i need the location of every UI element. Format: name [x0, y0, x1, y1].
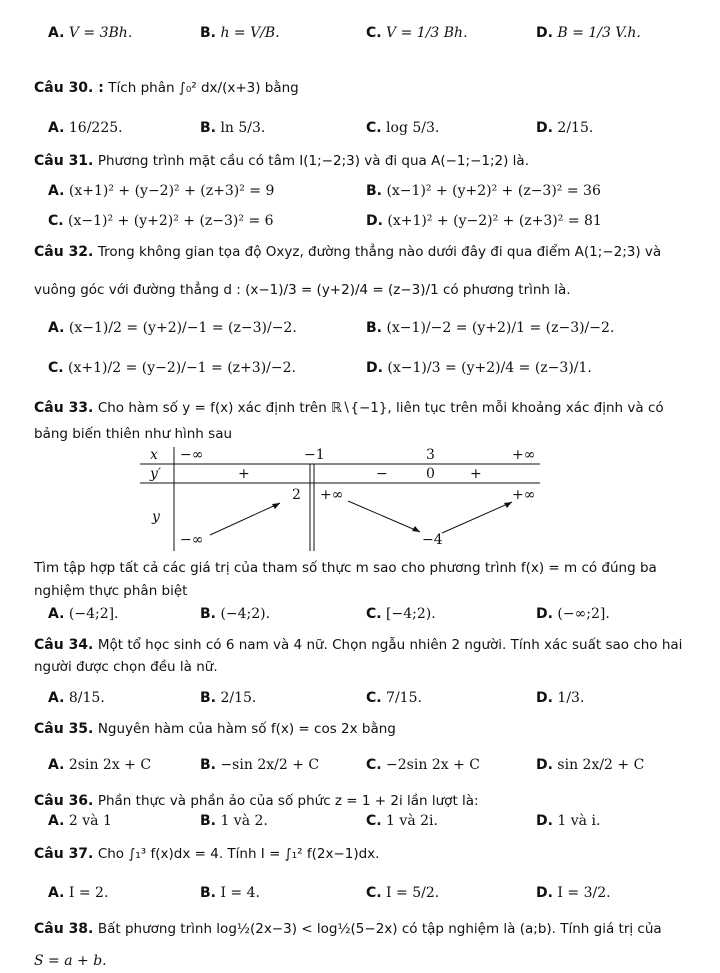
q35-stem: Câu 35. Nguyên hàm của hàm số f(x) = cos 2x bằng: [34, 721, 396, 737]
q35-option-d: D. sin 2x/2 + C: [536, 757, 645, 773]
q36-option-b: B. 1 và 2.: [200, 813, 268, 829]
variation-table: [140, 447, 540, 551]
q30-option-a: A. 16/225.: [48, 120, 123, 136]
q33-stem-line3: Tìm tập hợp tất cả các giá trị của tham số thực m sao cho phương trình f(x) = m có đúng ba: [34, 560, 657, 576]
q29-option-a: A. V = 3Bh.: [48, 25, 133, 41]
q31-option-b: B. (x−1)² + (y+2)² + (z−3)² = 36: [366, 183, 601, 199]
q32-option-a: A. (x−1)/2 = (y+2)/−1 = (z−3)/−2.: [48, 320, 297, 336]
q31-option-c: C. (x−1)² + (y+2)² + (z−3)² = 6: [48, 213, 274, 229]
table-x-header: x: [150, 447, 158, 463]
table-y-header: y: [152, 509, 160, 525]
q33-option-c: C. [−4;2).: [366, 606, 436, 622]
q35-option-b: B. −sin 2x/2 + C: [200, 757, 320, 773]
table-x-3: 3: [426, 447, 435, 463]
q30-stem: Câu 30. : Tích phân ∫₀² dx/(x+3) bằng: [34, 80, 299, 96]
q34-stem-line1: Câu 34. Một tổ học sinh có 6 nam và 4 nữ. Chọn ngẫu nhiên 2 người. Tính xác suất sao cho hai: [34, 637, 683, 653]
q29-option-c: C. V = 1/3 Bh.: [366, 25, 468, 41]
q30-option-d: D. 2/15.: [536, 120, 594, 136]
q35-option-a: A. 2sin 2x + C: [48, 757, 152, 773]
q37-option-c: C. I = 5/2.: [366, 885, 440, 901]
q29-option-b: B. h = V/B.: [200, 25, 280, 41]
q37-option-a: A. I = 2.: [48, 885, 109, 901]
q34-option-a: A. 8/15.: [48, 690, 105, 706]
q37-stem: Câu 37. Cho ∫₁³ f(x)dx = 4. Tính I = ∫₁² f(2x−1)dx.: [34, 846, 380, 862]
q36-stem: Câu 36. Phần thực và phần ảo của số phức z = 1 + 2i lần lượt là:: [34, 793, 479, 809]
table-y-pos-inf-right-of-asymptote: +∞: [320, 487, 344, 503]
q32-option-c: C. (x+1)/2 = (y−2)/−1 = (z+3)/−2.: [48, 360, 296, 376]
q34-stem-line2: người được chọn đều là nữ.: [34, 659, 218, 675]
table-y-pos-inf-end: +∞: [512, 487, 536, 503]
q32-option-d: D. (x−1)/3 = (y+2)/4 = (z−3)/1.: [366, 360, 592, 376]
table-yprime-zero: 0: [426, 466, 435, 482]
q31-option-d: D. (x+1)² + (y−2)² + (z+3)² = 81: [366, 213, 602, 229]
q38-stem-line1: Câu 38. Bất phương trình log½(2x−3) < log½(5−2x) có tập nghiệm là (a;b). Tính giá trị của: [34, 921, 662, 937]
q36-option-c: C. 1 và 2i.: [366, 813, 438, 829]
table-y-neg4: −4: [422, 532, 443, 548]
q36-option-a: A. 2 và 1: [48, 813, 112, 829]
q33-stem-line2: bảng biến thiên như hình sau: [34, 426, 233, 442]
q33-option-b: B. (−4;2).: [200, 606, 271, 622]
table-yprime-minus: −: [376, 466, 388, 482]
q34-option-b: B. 2/15.: [200, 690, 257, 706]
q37-option-d: D. I = 3/2.: [536, 885, 611, 901]
q35-option-c: C. −2sin 2x + C: [366, 757, 480, 773]
q34-option-c: C. 7/15.: [366, 690, 422, 706]
q29-option-d: D. B = 1/3 V.h.: [536, 25, 641, 41]
table-yprime-header: y′: [150, 466, 162, 482]
table-yprime-plus2: +: [470, 466, 482, 482]
table-y-neg-inf: −∞: [180, 532, 204, 548]
q31-stem: Câu 31. Phương trình mặt cầu có tâm I(1;−2;3) và đi qua A(−1;−1;2) là.: [34, 153, 529, 169]
q37-option-b: B. I = 4.: [200, 885, 260, 901]
table-y-2: 2: [292, 487, 301, 503]
q30-option-c: C. log 5/3.: [366, 120, 440, 136]
q32-option-b: B. (x−1)/−2 = (y+2)/1 = (z−3)/−2.: [366, 320, 615, 336]
q30-option-b: B. ln 5/3.: [200, 120, 266, 136]
q32-stem-line2: vuông góc với đường thẳng d : (x−1)/3 = (y+2)/4 = (z−3)/1 có phương trình là.: [34, 282, 571, 298]
q33-option-d: D. (−∞;2].: [536, 606, 610, 622]
q31-option-a: A. (x+1)² + (y−2)² + (z+3)² = 9: [48, 183, 275, 199]
table-x-neg1: −1: [304, 447, 325, 463]
q36-option-d: D. 1 và i.: [536, 813, 601, 829]
table-x-neg-inf: −∞: [180, 447, 204, 463]
q34-option-d: D. 1/3.: [536, 690, 585, 706]
table-yprime-plus1: +: [238, 466, 250, 482]
q33-stem-line4: nghiệm thực phân biệt: [34, 583, 188, 599]
q33-stem-line1: Câu 33. Cho hàm số y = f(x) xác định trên ℝ∖{−1}, liên tục trên mỗi khoảng xác định và có: [34, 400, 664, 416]
q32-stem-line1: Câu 32. Trong không gian tọa độ Oxyz, đường thẳng nào dưới đây đi qua điểm A(1;−2;3) và: [34, 244, 662, 260]
table-x-pos-inf: +∞: [512, 447, 536, 463]
q38-stem-line2: S = a + b.: [34, 953, 107, 969]
q33-option-a: A. (−4;2].: [48, 606, 119, 622]
